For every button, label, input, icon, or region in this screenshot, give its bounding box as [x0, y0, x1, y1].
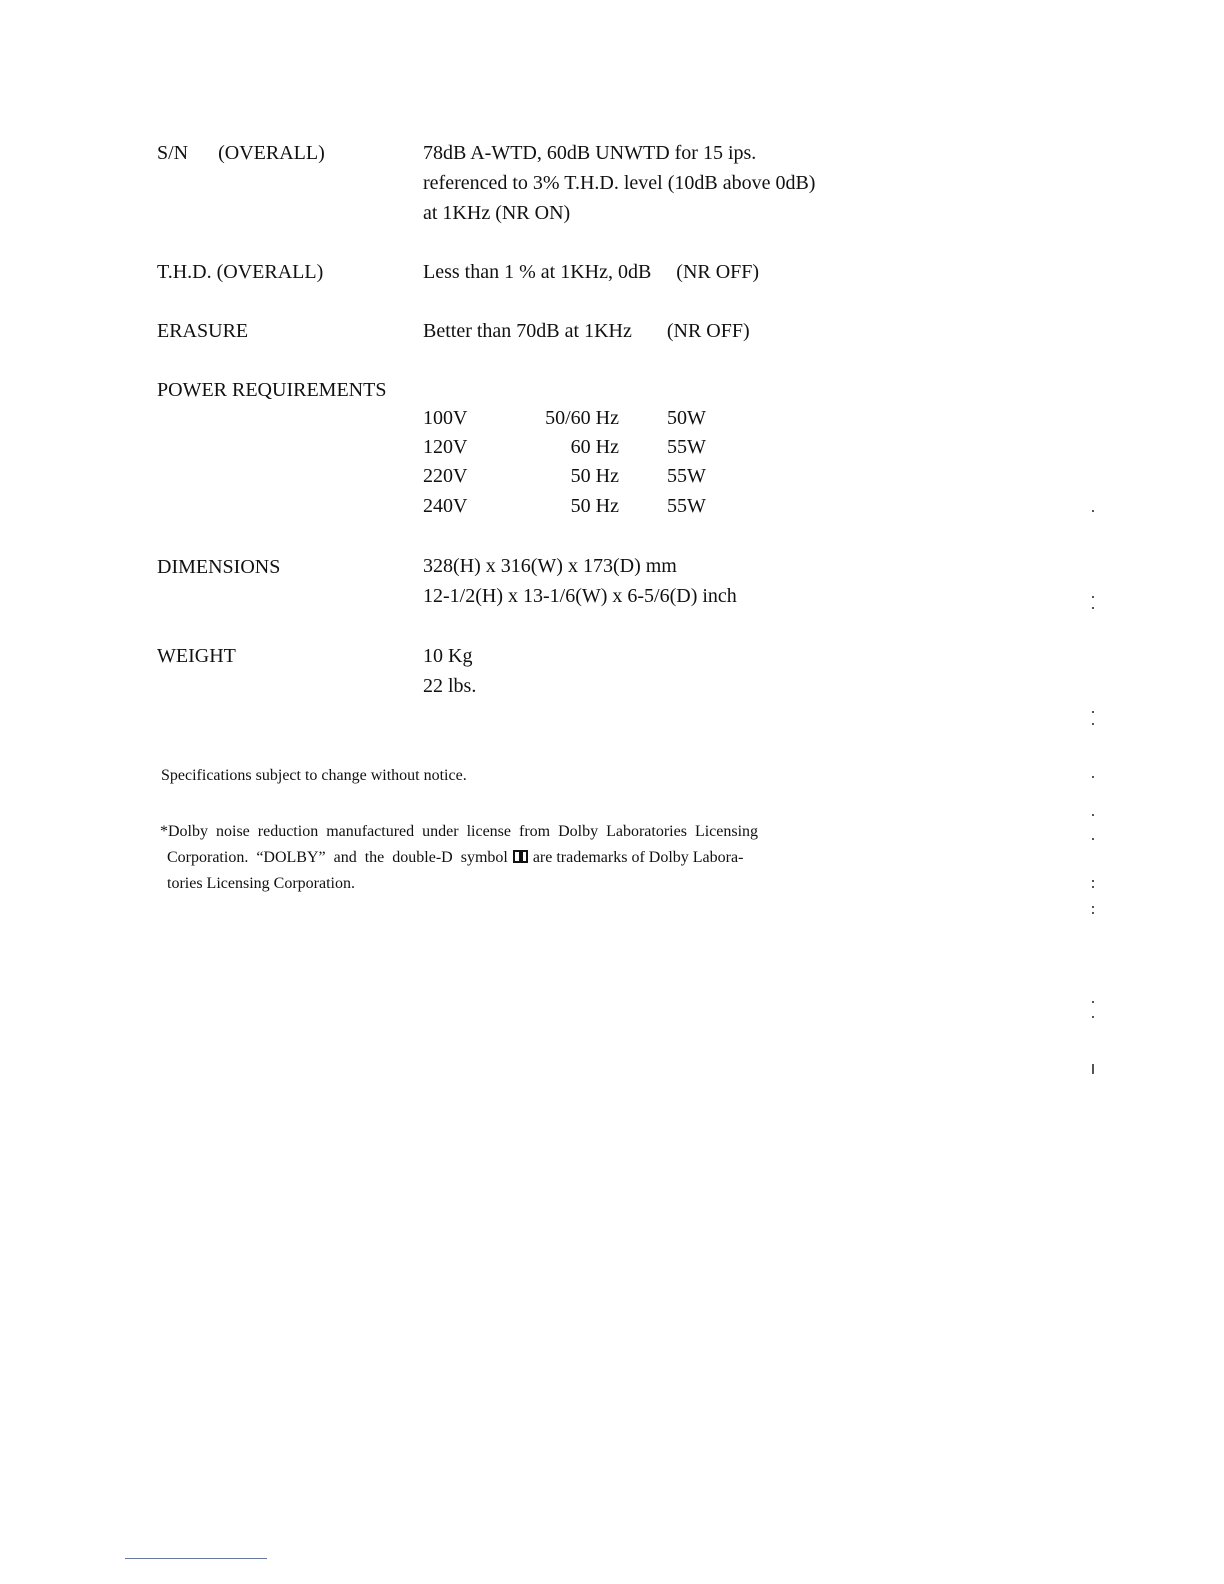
margin-speck [1092, 814, 1094, 816]
dimensions-metric: 328(H) x 316(W) x 173(D) mm [423, 555, 677, 577]
weight-label: WEIGHT [157, 645, 236, 667]
margin-speck [1092, 596, 1094, 598]
sn-label: S/N (OVERALL) [157, 142, 325, 164]
margin-speck [1092, 607, 1094, 609]
margin-speck [1092, 886, 1094, 888]
thd-label: T.H.D. (OVERALL) [157, 261, 324, 283]
margin-speck [1092, 880, 1094, 882]
power-row [423, 461, 743, 491]
dolby-note-line-1: *Dolby noise reduction manufactured under license from Dolby Laboratories Licensing [160, 823, 759, 840]
erasure-value: Better than 70dB at 1KHz (NR OFF) [423, 320, 750, 342]
dolby-double-d-icon [513, 850, 528, 863]
dolby-note-line-2 [167, 845, 743, 871]
dolby-note-line-2-start: Corporation. “DOLBY” and the double-D symbol [167, 849, 512, 866]
sn-value-line-2: referenced to 3% T.H.D. level (10dB above 0dB) [423, 172, 816, 194]
margin-speck [1092, 776, 1094, 778]
margin-speck [1092, 912, 1094, 914]
thd-value: Less than 1 % at 1KHz, 0dB (NR OFF) [423, 261, 760, 283]
margin-speck [1092, 1064, 1094, 1074]
power-voltage: 220V [423, 465, 468, 487]
margin-speck [1092, 1001, 1094, 1003]
power-frequency: 60 Hz [570, 436, 619, 458]
power-wattage: 55W [667, 436, 706, 458]
power-frequency: 50/60 Hz [545, 407, 619, 429]
margin-speck [1092, 1016, 1094, 1018]
dolby-note-line-2-end: are trademarks of Dolby Labora- [528, 849, 744, 866]
power-voltage: 120V [423, 436, 468, 458]
power-row [423, 432, 743, 462]
margin-speck [1092, 510, 1094, 512]
power-row [423, 403, 743, 433]
dimensions-imperial: 12-1/2(H) x 13-1/6(W) x 6-5/6(D) inch [423, 585, 737, 607]
dolby-note-line-3: tories Licensing Corporation. [167, 875, 355, 892]
sn-value-line-1: 78dB A-WTD, 60dB UNWTD for 15 ips. [423, 142, 757, 164]
power-label: POWER REQUIREMENTS [157, 379, 387, 401]
dimensions-label: DIMENSIONS [157, 556, 281, 578]
weight-imperial: 22 lbs. [423, 675, 477, 697]
change-notice: Specifications subject to change without notice. [161, 767, 467, 784]
sn-value-line-3: at 1KHz (NR ON) [423, 202, 571, 224]
power-voltage: 240V [423, 495, 468, 517]
power-wattage: 55W [667, 495, 706, 517]
margin-speck [1092, 838, 1094, 840]
weight-metric: 10 Kg [423, 645, 473, 667]
margin-speck [1092, 711, 1094, 713]
power-wattage: 50W [667, 407, 706, 429]
margin-speck [1092, 723, 1094, 725]
power-wattage: 55W [667, 465, 706, 487]
bottom-rule [125, 1558, 267, 1559]
power-voltage: 100V [423, 407, 468, 429]
power-frequency: 50 Hz [570, 495, 619, 517]
power-row [423, 491, 743, 521]
power-frequency: 50 Hz [570, 465, 619, 487]
erasure-label: ERASURE [157, 320, 249, 342]
margin-speck [1092, 906, 1094, 908]
